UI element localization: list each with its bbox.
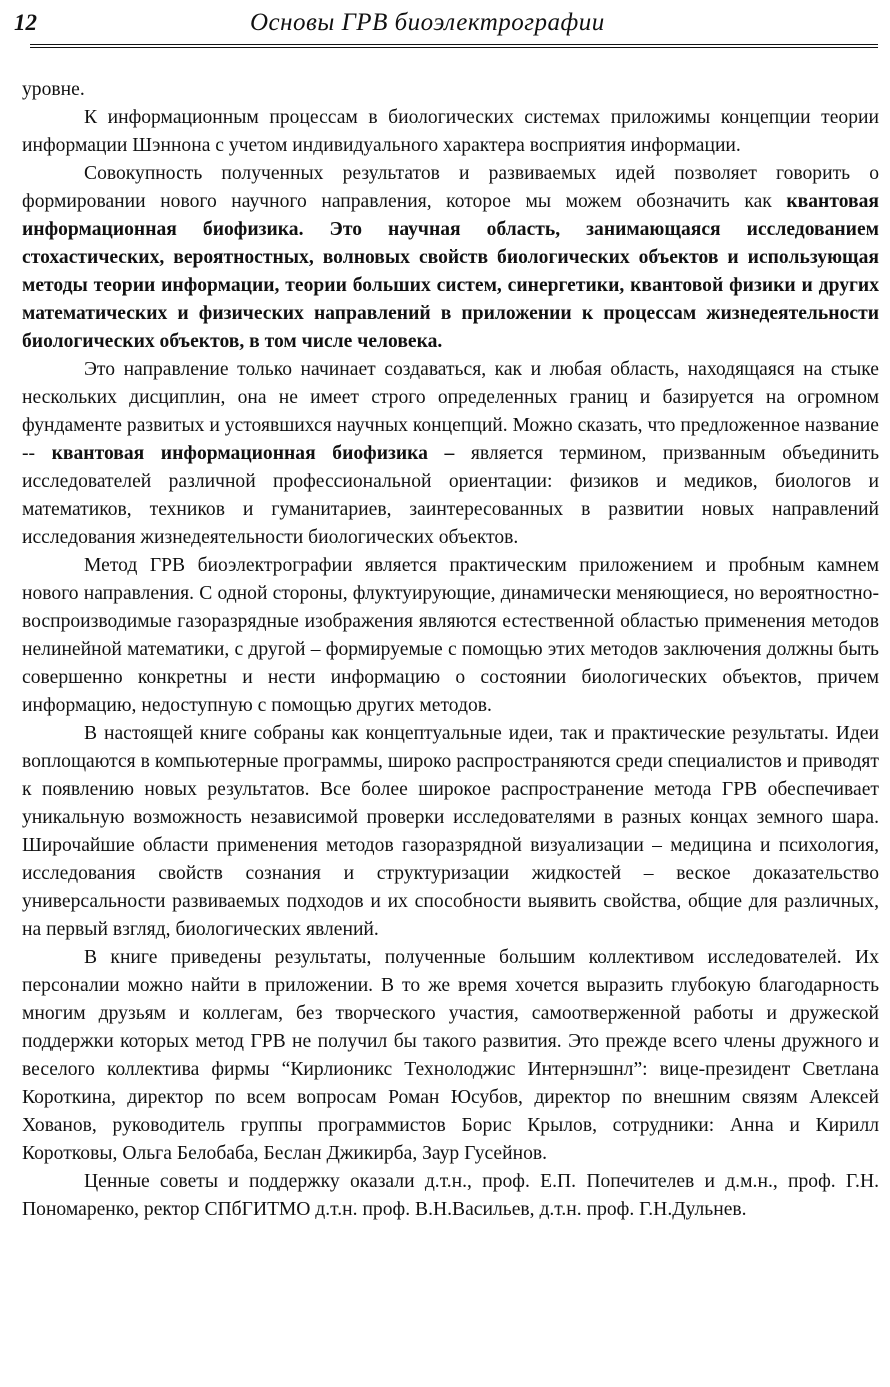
page-number: 12: [14, 10, 37, 35]
paragraph-direction: [22, 356, 879, 552]
paragraph-text: является термином, призванным объединить исследователей различной профессиональной ориентации: физиков и медиков, биологов и математиков, техников и гуманитариев, заинтересованных в развитии новых направлений исследования жизнедеятельности биологических объектов.: [22, 443, 880, 548]
paragraph-shannon: [22, 104, 879, 160]
paragraph-text: уровне.: [22, 79, 85, 100]
paragraph-advisors: [22, 1168, 879, 1224]
paragraph-text: В настоящей книге собраны как концептуальные идеи, так и практические результаты. Идеи воплощаются в компьютерные программы, широко распространяются среди специалистов и приводят к появлению новых результатов. Все более широкое распространение метода ГРВ обеспечивает уникальную возможность независимой проверки исследователями в разных концах земного шара. Широчайшие области применения методов газоразрядной визуализации – медицина и психология, исследования свойств сознания и структуризации жидкостей – веское доказательство универсальности развиваемых подходов и их способности выявить свойства, общие для различных, на первый взгляд, биологических явлений.: [22, 723, 879, 940]
punctuation: .: [298, 219, 330, 240]
paragraph-text: Совокупность полученных результатов и развиваемых идей позволяет говорить о формировании нового научного направления, которое мы можем обозначить как: [22, 163, 879, 212]
paragraph-acknowledgements: [22, 944, 879, 1168]
paragraph-text: К информационным процессам в биологических системах приложимы концепции теории информации Шэннона с учетом индивидуального характера восприятия информации.: [22, 107, 879, 156]
paragraph-book-contents: [22, 720, 879, 944]
paragraph-text: Это направление только начинает создаваться, как и любая область, находящаяся на стыке нескольких дисциплин, она не имеет строго определенных границ и базируется на огромном фундаменте развитых и устоявшихся научных концепций. Можно сказать, что предложенное название --: [22, 359, 879, 464]
paragraph-text: Метод ГРВ биоэлектрографии является практическим приложением и пробным камнем нового направления. С одной стороны, флуктуирующие, динамически меняющиеся, но вероятностно- воспроизводимые газоразрядные изображения являются естественной областью применения методов нелинейной математики, с другой – формируемые с помощью этих методов заключения должны быть совершенно конкретны и нести информацию о состоянии биологических объектов, причем информацию, недоступную с помощью других методов.: [22, 555, 879, 716]
paragraph-continuation: [22, 76, 879, 104]
definition-text: Это научная область, занимающаяся исследованием стохастических, вероятностных, волновых свойств биологических объектов и использующая методы теории информации, теории больших систем, синергетики, квантовой физики и других математических и физических направлений в приложении к процессам жизнедеятельности биологических объектов, в том числе человека.: [22, 219, 880, 352]
header-rule-secondary: [30, 47, 878, 48]
paragraph-definition: [22, 160, 879, 356]
page-header: [0, 0, 890, 46]
paragraph-text: В книге приведены результаты, полученные большим коллективом исследователей. Их персоналии можно найти в приложении. В то же время хочется выразить глубокую благодарность многим друзьям и коллегам, без творческого участия, самоотверженной работы и дружеской поддержки которых метод ГРВ не получил бы такого развития. Это прежде всего члены дружного и веселого коллектива фирмы “Кирлионикс Технолоджис Интернэшнл”: вице-президент Светлана Короткина, директор по всем вопросам Роман Юсубов, директор по внешним связям Алексей Хованов, руководитель группы программистов Борис Крылов, сотрудники: Анна и Кирилл Коротковы, Ольга Белобаба, Беслан Джикирба, Заур Гусейнов.: [22, 947, 879, 1164]
header-rule: [30, 44, 878, 45]
term-quantum-biophysics: квантовая информационная биофизика: [22, 191, 879, 240]
paragraph-grv-method: [22, 552, 879, 720]
term-quantum-biophysics: квантовая информационная биофизика: [51, 443, 428, 464]
body-text: [22, 76, 879, 1224]
dash: –: [427, 443, 471, 464]
running-title: Основы ГРВ биоэлектрографии: [250, 9, 605, 36]
paragraph-text: Ценные советы и поддержку оказали д.т.н., проф. Е.П. Попечителев и д.м.н., проф. Г.Н. Пономаренко, ректор СПбГИТМО д.т.н. проф. В.Н.Васильев, д.т.н. проф. Г.Н.Дульнев.: [22, 1171, 879, 1220]
